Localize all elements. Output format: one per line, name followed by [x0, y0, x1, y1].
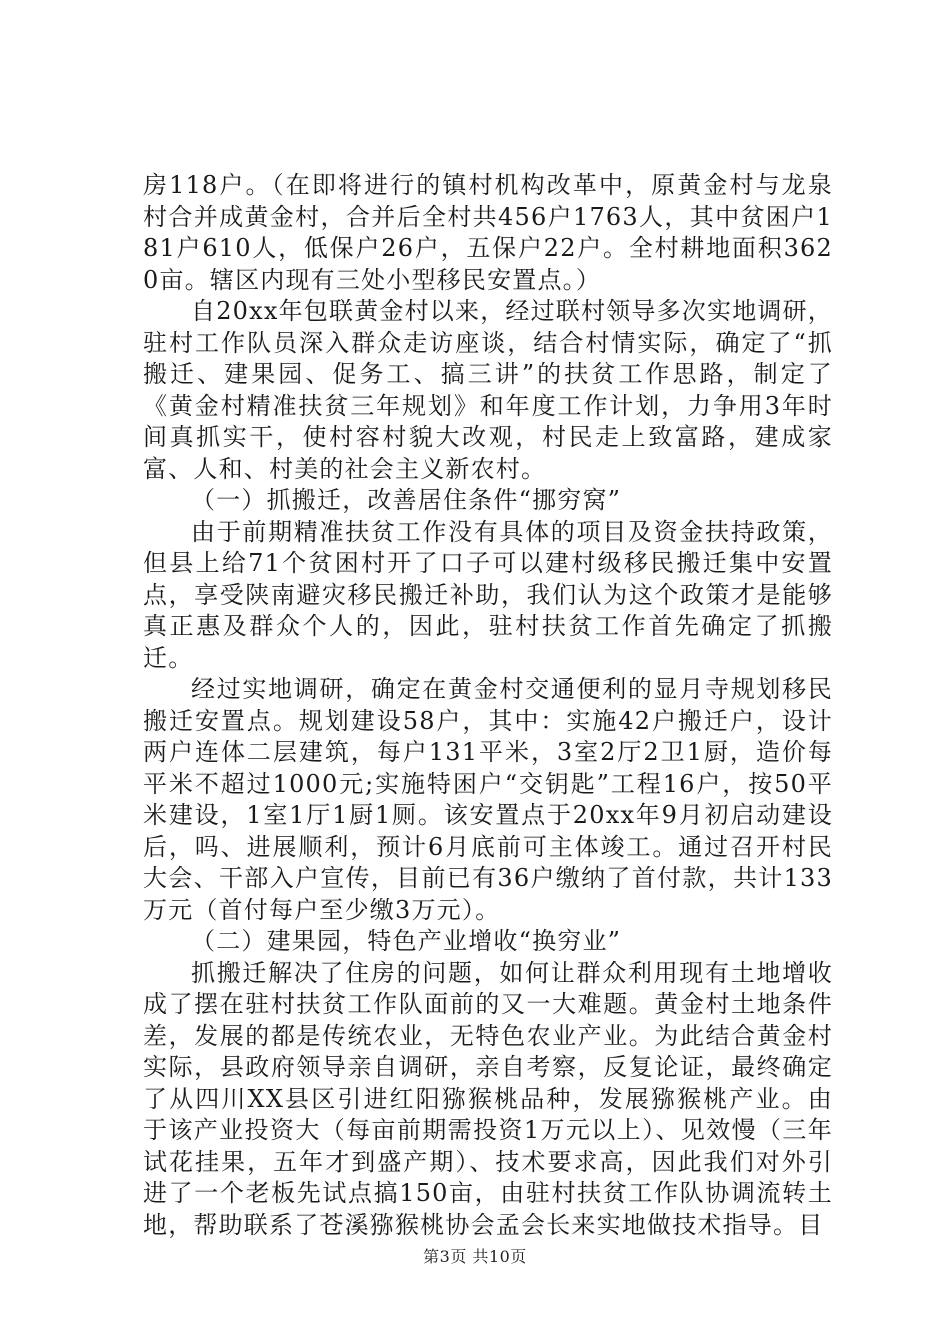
section-heading-1: （一）抓搬迁，改善居住条件“挪穷窝”	[191, 486, 622, 514]
page-number-footer: 第3页 共10页	[423, 1247, 527, 1266]
paragraph-2: 自20xx年包联黄金村以来，经过联村领导多次实地调研，驻村工作队员深入群众走访座谈，结合村情实际，确定了“抓搬迁、建果园、促务工、搞三讲”的扶贫工作思路，制定了《黄金村精准扶贫三年规划》和年度工作计划，力争用3年时间真抓实干，使村容村貌大改观，村民走上致富路，建成家富、人和、村美的社会主义新农村。	[143, 297, 834, 483]
paragraph-4: 经过实地调研，确定在黄金村交通便利的显月寺规划移民搬迁安置点。规划建设58户，其中：实施42户搬迁户，设计两户连体二层建筑，每户131平米，3室2厅2卫1厨，造价每平米不超过1000元;实施特困户“交钥匙”工程16户，按50平米建设，1室1厅1厨1厕。该安置点于20xx年9月初启动建设后，吗、进展顺利，预计6月底前可主体竣工。通过召开村民大会、干部入户宣传，目前已有36户缴纳了首付款，共计133万元（首付每户至少缴3万元）。	[143, 675, 833, 924]
paragraph-3: 由于前期精准扶贫工作没有具体的项目及资金扶持政策，但县上给71个贫困村开了口子可以建村级移民搬迁集中安置点，享受陕南避灾移民搬迁补助，我们认为这个政策才是能够真正惠及群众个人的，因此，驻村扶贫工作首先确定了抓搬迁。	[143, 517, 833, 672]
paragraph-1: 房118户。（在即将进行的镇村机构改革中，原黄金村与龙泉村合并成黄金村，合并后全村共456户1763人，其中贫困户181户610人，低保户26户，五保户22户。全村耕地面积3620亩。辖区内现有三处小型移民安置点。）	[143, 171, 833, 294]
document-body	[143, 170, 833, 1241]
paragraph-5: 抓搬迁解决了住房的问题，如何让群众利用现有土地增收成了摆在驻村扶贫工作队面前的又一大难题。黄金村土地条件差，发展的都是传统农业，无特色农业产业。为此结合黄金村实际，县政府领导亲自调研，亲自考察，反复论证，最终确定了从四川XX县区引进红阳猕猴桃品种，发展猕猴桃产业。由于该产业投资大（每亩前期需投资1万元以上）、见效慢（三年试花挂果，五年才到盛产期）、技术要求高，因此我们对外引进了一个老板先试点搞150亩，由驻村扶贫工作队协调流转土地，帮助联系了苍溪猕猴桃协会孟会长来实地做技术指导。目	[143, 958, 833, 1239]
section-heading-2: （二）建果园，特色产业增收“换穷业”	[191, 927, 622, 955]
